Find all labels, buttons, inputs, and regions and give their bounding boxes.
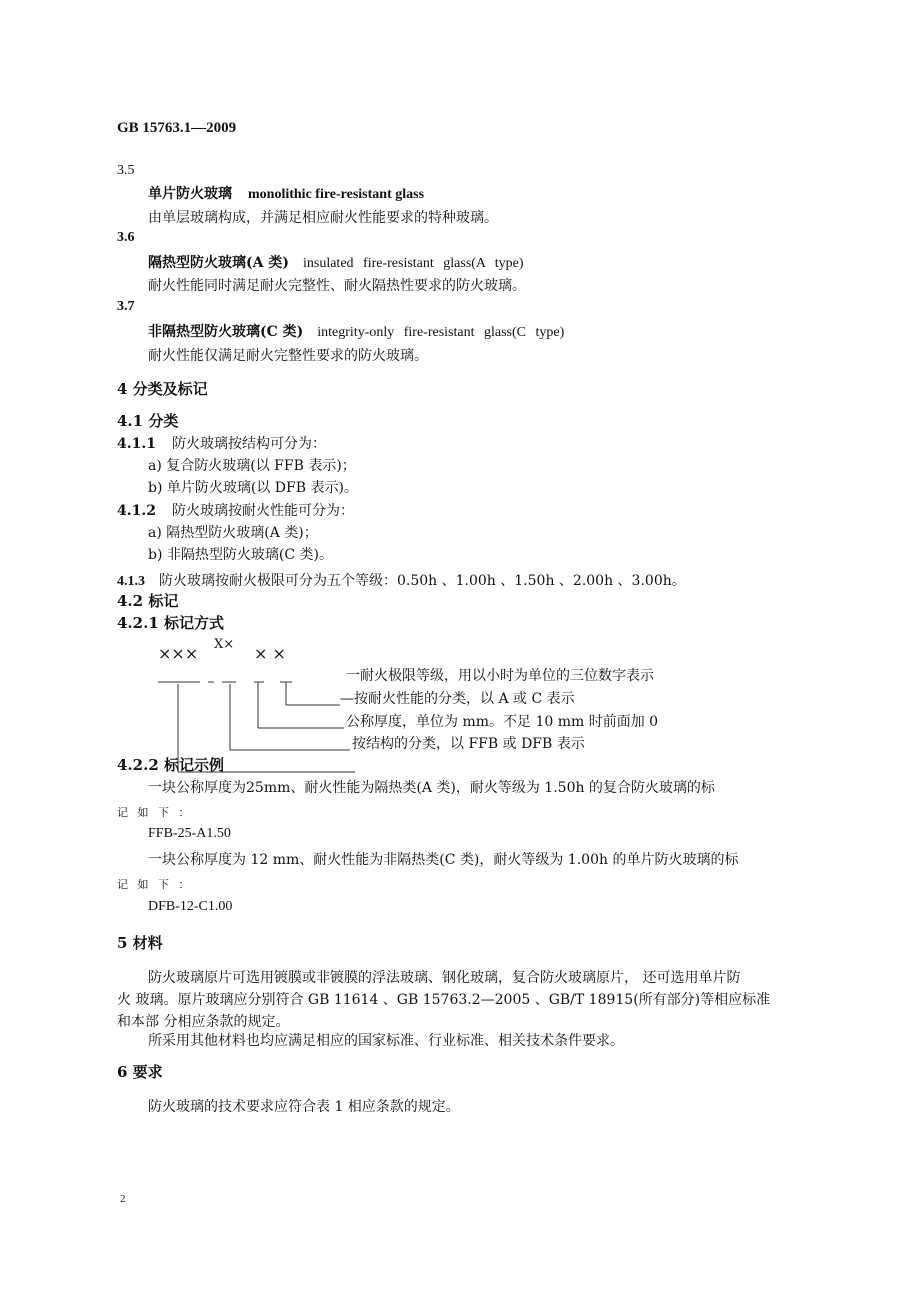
- term-en: monolithic fire-resistant glass: [248, 187, 425, 202]
- term-en: integrity-only fire-resistant glass(C type): [317, 325, 565, 340]
- list-item-b: b) 单片防火玻璃(以 DFB 表示)。: [148, 480, 358, 496]
- clause-4-1-2: [117, 500, 354, 520]
- list-item-a: a) 隔热型防火玻璃(A 类)；: [148, 525, 318, 541]
- requirements-paragraph: 防火玻璃的技术要求应符合表 1 相应条款的规定。: [148, 1099, 460, 1115]
- clause-number-3-5: 3.5: [117, 163, 135, 178]
- section-5-title: 5 材料: [117, 934, 163, 952]
- document-header: GB 15763.1—2009: [117, 120, 237, 136]
- list-item-b: b) 非隔热型防火玻璃(C 类)。: [148, 547, 333, 563]
- definition-3-5: 由单层玻璃构成，并满足相应耐火性能要求的特种玻璃。: [148, 210, 498, 226]
- term-cn: 单片防火玻璃: [148, 186, 232, 202]
- clause-number-3-7: 3.7: [117, 299, 135, 314]
- clause-number-3-6: 3.6: [117, 230, 135, 245]
- section-4-title: 4 分类及标记: [117, 380, 208, 398]
- marking-symbol-1: ×××: [158, 644, 199, 663]
- clause-4-1-1: [117, 433, 326, 453]
- section-4-2-2-title: 4.2.2 标记示例: [117, 756, 224, 774]
- marking-label-structure: 按结构的分类，以 FFB 或 DFB 表示: [352, 736, 585, 752]
- materials-paragraph-line-2: 火 玻璃。原片玻璃应分别符合 GB 11614 、GB 15763.2—2005 、GB/T 18915(所有部分)等相应标准: [117, 992, 771, 1008]
- example-1-text-cont: 记 如 下 ：: [117, 806, 193, 819]
- clause-number: 4.1.3: [117, 574, 145, 589]
- section-4-2-title: 4.2 标记: [117, 592, 179, 610]
- term-3-5: [148, 183, 424, 203]
- example-1-text: 一块公称厚度为25mm、耐火性能为隔热类(A 类)，耐火等级为 1.50h 的复合防火玻璃的标: [148, 780, 715, 796]
- clause-number: 4.1.2: [117, 503, 156, 519]
- clause-text: 防火玻璃按耐火极限可分为五个等级：0.50h 、1.00h 、1.50h 、2.00h 、3.00h。: [159, 573, 686, 589]
- section-4-1-title: 4.1 分类: [117, 412, 179, 430]
- page-number: 2: [120, 1193, 126, 1205]
- list-item-a: a) 复合防火玻璃(以 FFB 表示)；: [148, 458, 356, 474]
- materials-paragraph-2: 所采用其他材料也均应满足相应的国家标准、行业标准、相关技术条件要求。: [148, 1033, 624, 1049]
- marking-label-fire-rating: 一耐火极限等级，用以小时为单位的三位数字表示: [346, 668, 654, 684]
- definition-3-7: 耐火性能仅满足耐火完整性要求的防火玻璃。: [148, 348, 428, 364]
- term-en: insulated fire-resistant glass(A type): [302, 256, 524, 271]
- materials-paragraph-line-1: 防火玻璃原片可选用镀膜或非镀膜的浮法玻璃、钢化玻璃，复合防火玻璃原片， 还可选用单片防: [148, 970, 741, 986]
- term-cn: 隔热型防火玻璃(A 类): [148, 255, 289, 271]
- example-2-code: DFB-12-C1.00: [148, 899, 233, 914]
- example-2-text: 一块公称厚度为 12 mm、耐火性能为非隔热类(C 类)，耐火等级为 1.00h 的单片防火玻璃的标: [148, 852, 739, 868]
- clause-text: 防火玻璃按结构可分为：: [171, 436, 326, 452]
- definition-3-6: 耐火性能同时满足耐火完整性、耐火隔热性要求的防火玻璃。: [148, 278, 526, 294]
- materials-paragraph-line-3: 和本部 分相应条款的规定。: [117, 1014, 290, 1030]
- example-1-code: FFB-25-A1.50: [148, 826, 231, 841]
- marking-symbol-3: × ×: [254, 644, 286, 663]
- example-2-text-cont: 记 如 下 ：: [117, 878, 193, 891]
- term-3-6: [148, 252, 524, 272]
- marking-symbol-2: X×: [214, 637, 235, 652]
- section-4-2-1-title: 4.2.1 标记方式: [117, 614, 224, 632]
- clause-text: 防火玻璃按耐火性能可分为：: [171, 503, 354, 519]
- term-cn: 非隔热型防火玻璃(C 类): [148, 324, 304, 340]
- marking-label-thickness: 公称厚度，单位为 mm。不足 10 mm 时前面加 0: [346, 714, 659, 730]
- section-6-title: 6 要求: [117, 1063, 163, 1081]
- clause-number: 4.1.1: [117, 436, 156, 452]
- clause-4-1-3: [117, 570, 686, 590]
- term-3-7: [148, 321, 564, 341]
- marking-label-performance: —按耐火性能的分类，以 A 或 C 表示: [340, 691, 575, 707]
